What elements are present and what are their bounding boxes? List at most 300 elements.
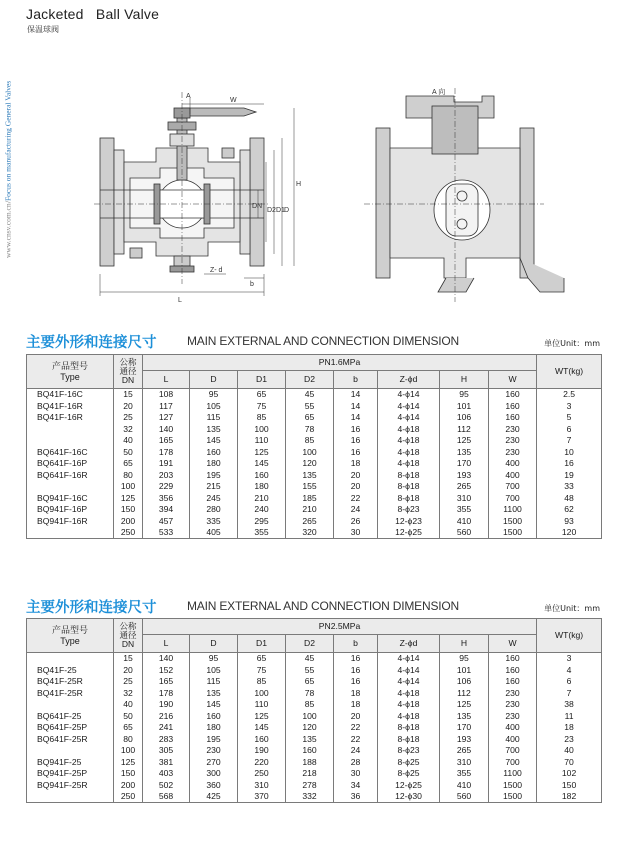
table-cell: 250 <box>114 791 143 803</box>
table-cell: 152 <box>143 664 190 676</box>
label-d1: D1 <box>276 207 285 214</box>
table-row <box>27 676 602 688</box>
type-cell: BQ41F-25 <box>27 664 114 676</box>
table-cell: 30 <box>334 768 378 780</box>
table-cell: 75 <box>238 664 286 676</box>
dn-header-cn2: 通径 <box>119 366 137 377</box>
table-cell: 1500 <box>489 516 537 528</box>
column-header: H <box>440 635 489 653</box>
table-cell: 180 <box>190 722 238 734</box>
table-row <box>27 780 602 792</box>
type-cell <box>27 423 114 435</box>
label-a-view: A 向 <box>432 89 446 96</box>
table-cell: 4-ϕ14 <box>378 664 440 676</box>
table-cell: 25 <box>114 412 143 424</box>
table-row <box>27 653 602 665</box>
table-cell: 270 <box>190 756 238 768</box>
table-row <box>27 687 602 699</box>
table-cell: 300 <box>190 768 238 780</box>
table-cell: 178 <box>143 687 190 699</box>
table-cell: 120 <box>286 458 334 470</box>
type-cell: BQ641F-16P <box>27 458 114 470</box>
unit-label: 单位Unit：mm <box>544 339 600 348</box>
label-a: A <box>186 93 191 100</box>
table-cell: 400 <box>489 733 537 745</box>
table-cell: 310 <box>440 492 489 504</box>
table-cell: 95 <box>190 653 238 665</box>
type-cell: BQ941F-16R <box>27 516 114 528</box>
table-cell: 36 <box>334 791 378 803</box>
table-cell: 4-ϕ14 <box>378 412 440 424</box>
type-cell: BQ641F-25P <box>27 722 114 734</box>
type-cell <box>27 791 114 803</box>
table-cell: 145 <box>190 699 238 711</box>
table-row <box>27 400 602 412</box>
type-cell: BQ941F-16C <box>27 492 114 504</box>
table-cell: 457 <box>143 516 190 528</box>
table-cell: 100 <box>238 687 286 699</box>
table-cell: 145 <box>238 458 286 470</box>
table-cell: 356 <box>143 492 190 504</box>
table-cell: 65 <box>238 389 286 401</box>
table-cell: 560 <box>440 527 489 539</box>
table-cell: 112 <box>440 423 489 435</box>
table-cell: 8-ϕ18 <box>378 733 440 745</box>
table-row <box>27 733 602 745</box>
table-cell: 19 <box>537 469 602 481</box>
table-cell: 295 <box>238 516 286 528</box>
table-cell: 305 <box>143 745 190 757</box>
section-title-cn: 主要外形和连接尺寸 <box>26 335 157 351</box>
table-cell: 250 <box>238 768 286 780</box>
table-cell: 180 <box>190 458 238 470</box>
table-cell: 8-ϕ25 <box>378 768 440 780</box>
type-header-cn: 产品型号 <box>51 360 88 371</box>
label-d2: D2 <box>267 207 276 214</box>
table-cell: 110 <box>238 435 286 447</box>
table-row <box>27 446 602 458</box>
table-cell: 320 <box>286 527 334 539</box>
table-cell: 20 <box>334 481 378 493</box>
side-text <box>0 8 16 258</box>
dimension-table-pn16 <box>26 354 602 539</box>
table-cell: 280 <box>190 504 238 516</box>
table-cell: 188 <box>286 756 334 768</box>
table-cell: 16 <box>334 676 378 688</box>
table-cell: 230 <box>489 423 537 435</box>
type-cell: BQ641F-16C <box>27 446 114 458</box>
table-row <box>27 722 602 734</box>
table-cell: 65 <box>114 722 143 734</box>
table-cell: 40 <box>114 435 143 447</box>
table-cell: 178 <box>143 446 190 458</box>
table-cell: 12-ϕ25 <box>378 780 440 792</box>
column-header: b <box>334 635 378 653</box>
table-cell: 405 <box>190 527 238 539</box>
section-view <box>94 92 294 296</box>
table-cell: 125 <box>238 446 286 458</box>
table-cell: 135 <box>440 446 489 458</box>
table-cell: 45 <box>286 389 334 401</box>
table-cell: 160 <box>489 664 537 676</box>
table-cell: 100 <box>238 423 286 435</box>
table-cell: 265 <box>440 481 489 493</box>
table-cell: 4-ϕ18 <box>378 446 440 458</box>
type-header-en: Type <box>60 635 80 646</box>
dn-header-en: DN <box>121 374 135 385</box>
type-cell: BQ41F-16R <box>27 400 114 412</box>
table-cell: 15 <box>114 653 143 665</box>
table-cell: 160 <box>238 469 286 481</box>
table-cell: 230 <box>489 710 537 722</box>
table-cell: 135 <box>286 733 334 745</box>
table-row <box>27 412 602 424</box>
column-header: Z-ϕd <box>378 371 440 389</box>
dimension-table-pn25 <box>26 618 602 803</box>
table-cell: 85 <box>286 699 334 711</box>
table-cell: 700 <box>489 756 537 768</box>
unit-label: 单位Unit：mm <box>544 604 600 613</box>
table-row <box>27 481 602 493</box>
table-cell: 335 <box>190 516 238 528</box>
table-cell: 78 <box>286 687 334 699</box>
table-cell: 75 <box>238 400 286 412</box>
table-cell: 150 <box>114 768 143 780</box>
table-cell: 108 <box>143 389 190 401</box>
section-header-pn25 <box>26 596 606 618</box>
table-cell: 23 <box>537 733 602 745</box>
column-header: D <box>190 635 238 653</box>
table-cell: 24 <box>334 504 378 516</box>
table-cell: 12-ϕ25 <box>378 527 440 539</box>
table-cell: 193 <box>440 469 489 481</box>
table-cell: 700 <box>489 481 537 493</box>
table-cell: 425 <box>190 791 238 803</box>
table-cell: 38 <box>537 699 602 711</box>
type-cell: BQ941F-25P <box>27 768 114 780</box>
table-cell: 400 <box>489 469 537 481</box>
table-cell: 2.5 <box>537 389 602 401</box>
table-cell: 14 <box>334 389 378 401</box>
table-cell: 16 <box>334 435 378 447</box>
table-cell: 355 <box>238 527 286 539</box>
table-cell: 101 <box>440 664 489 676</box>
table-cell: 145 <box>238 722 286 734</box>
table-cell: 15 <box>114 389 143 401</box>
table-cell: 14 <box>334 400 378 412</box>
table-cell: 11 <box>537 710 602 722</box>
table-cell: 200 <box>114 780 143 792</box>
table-cell: 135 <box>286 469 334 481</box>
side-view <box>364 88 564 302</box>
table-cell: 135 <box>190 687 238 699</box>
table-cell: 12-ϕ23 <box>378 516 440 528</box>
page-title: Jacketed Ball Valve <box>26 6 160 22</box>
type-cell: BQ41F-25R <box>27 676 114 688</box>
table-row <box>27 469 602 481</box>
table-cell: 278 <box>286 780 334 792</box>
table-cell: 218 <box>286 768 334 780</box>
table-cell: 215 <box>190 481 238 493</box>
table-cell: 32 <box>114 687 143 699</box>
table-cell: 16 <box>334 423 378 435</box>
table-cell: 700 <box>489 745 537 757</box>
dn-header-cn1: 公称 <box>119 621 137 632</box>
type-cell: BQ641F-25R <box>27 733 114 745</box>
column-header: D1 <box>238 371 286 389</box>
table-cell: 155 <box>286 481 334 493</box>
dn-header-cn1: 公称 <box>119 357 137 368</box>
table-cell: 78 <box>286 423 334 435</box>
label-h: H <box>296 181 302 188</box>
table-cell: 100 <box>286 446 334 458</box>
table-cell: 568 <box>143 791 190 803</box>
table-cell: 62 <box>537 504 602 516</box>
table-cell: 18 <box>334 687 378 699</box>
table-cell: 180 <box>238 481 286 493</box>
table-cell: 160 <box>489 653 537 665</box>
type-cell <box>27 435 114 447</box>
column-header: L <box>143 371 190 389</box>
table-cell: 85 <box>286 435 334 447</box>
table-cell: 125 <box>440 435 489 447</box>
table-cell: 332 <box>286 791 334 803</box>
table-cell: 1100 <box>489 768 537 780</box>
table-row <box>27 791 602 803</box>
table-cell: 4-ϕ14 <box>378 400 440 412</box>
table-cell: 394 <box>143 504 190 516</box>
column-header: D1 <box>238 635 286 653</box>
table-cell: 80 <box>114 469 143 481</box>
table-cell: 70 <box>537 756 602 768</box>
type-cell: BQ641F-16R <box>27 469 114 481</box>
table-cell: 265 <box>286 516 334 528</box>
table-cell: 100 <box>114 745 143 757</box>
table-cell: 7 <box>537 435 602 447</box>
table-cell: 40 <box>537 745 602 757</box>
section-title-en: MAIN EXTERNAL AND CONNECTION DIMENSION <box>187 599 459 613</box>
table-cell: 16 <box>537 458 602 470</box>
table-row <box>27 710 602 722</box>
table-cell: 25 <box>114 676 143 688</box>
table-cell: 30 <box>334 527 378 539</box>
table-cell: 22 <box>334 722 378 734</box>
dn-header-cn2: 通径 <box>119 630 137 641</box>
dn-header <box>114 619 143 653</box>
table-cell: 10 <box>537 446 602 458</box>
table-cell: 20 <box>334 710 378 722</box>
table-cell: 160 <box>489 412 537 424</box>
column-header: H <box>440 371 489 389</box>
table-cell: 190 <box>238 745 286 757</box>
table-cell: 12-ϕ30 <box>378 791 440 803</box>
table-cell: 230 <box>489 446 537 458</box>
table-cell: 220 <box>238 756 286 768</box>
table-cell: 93 <box>537 516 602 528</box>
column-header: b <box>334 371 378 389</box>
table-cell: 33 <box>537 481 602 493</box>
table-cell: 533 <box>143 527 190 539</box>
table-cell: 160 <box>190 446 238 458</box>
table-cell: 230 <box>489 687 537 699</box>
table-cell: 115 <box>190 676 238 688</box>
type-cell <box>27 699 114 711</box>
side-url: www.cnsv.com.cn <box>3 203 13 258</box>
table-cell: 105 <box>190 664 238 676</box>
table-cell: 165 <box>143 435 190 447</box>
table-cell: 16 <box>334 664 378 676</box>
table-cell: 95 <box>190 389 238 401</box>
table-row <box>27 768 602 780</box>
table-cell: 4-ϕ14 <box>378 389 440 401</box>
table-row <box>27 664 602 676</box>
table-cell: 502 <box>143 780 190 792</box>
table-cell: 106 <box>440 676 489 688</box>
table-cell: 55 <box>286 664 334 676</box>
table-cell: 8-ϕ23 <box>378 504 440 516</box>
column-header: Z-ϕd <box>378 635 440 653</box>
table-cell: 125 <box>440 699 489 711</box>
table-cell: 120 <box>286 722 334 734</box>
table-cell: 22 <box>334 733 378 745</box>
table-cell: 241 <box>143 722 190 734</box>
table-cell: 381 <box>143 756 190 768</box>
table-cell: 193 <box>440 733 489 745</box>
table-cell: 50 <box>114 710 143 722</box>
table-cell: 50 <box>114 446 143 458</box>
table-row <box>27 516 602 528</box>
table-row <box>27 745 602 757</box>
table-cell: 355 <box>440 504 489 516</box>
table-cell: 18 <box>334 699 378 711</box>
table-cell: 125 <box>114 756 143 768</box>
dn-header <box>114 355 143 389</box>
table-cell: 117 <box>143 400 190 412</box>
pressure-header: PN2.5MPa <box>143 619 537 635</box>
table-cell: 360 <box>190 780 238 792</box>
table-cell: 125 <box>114 492 143 504</box>
table-cell: 65 <box>286 676 334 688</box>
table-row <box>27 527 602 539</box>
table-cell: 105 <box>190 400 238 412</box>
table-cell: 40 <box>114 699 143 711</box>
page-subtitle: 保温球阀 <box>27 25 59 34</box>
table-cell: 4-ϕ18 <box>378 687 440 699</box>
table-cell: 203 <box>143 469 190 481</box>
table-cell: 195 <box>190 733 238 745</box>
table-cell: 6 <box>537 423 602 435</box>
label-dn: DN <box>252 203 263 210</box>
table-cell: 20 <box>334 469 378 481</box>
table-cell: 55 <box>286 400 334 412</box>
table-cell: 410 <box>440 780 489 792</box>
table-cell: 18 <box>537 722 602 734</box>
table-cell: 8-ϕ18 <box>378 481 440 493</box>
side-slogan: Focus on manufacturing General Valves <box>3 81 13 202</box>
table-cell: 170 <box>440 458 489 470</box>
table-cell: 1100 <box>489 504 537 516</box>
table-cell: 403 <box>143 768 190 780</box>
table-cell: 4-ϕ14 <box>378 653 440 665</box>
type-header-en: Type <box>60 371 80 382</box>
table-cell: 95 <box>440 389 489 401</box>
table-cell: 95 <box>440 653 489 665</box>
table-cell: 410 <box>440 516 489 528</box>
type-cell: BQ41F-25R <box>27 687 114 699</box>
table-cell: 120 <box>537 527 602 539</box>
table-cell: 160 <box>489 400 537 412</box>
table-cell: 230 <box>190 745 238 757</box>
table-cell: 400 <box>489 458 537 470</box>
table-cell: 229 <box>143 481 190 493</box>
table-cell: 135 <box>440 710 489 722</box>
table-cell: 115 <box>190 412 238 424</box>
table-cell: 32 <box>114 423 143 435</box>
table-cell: 65 <box>114 458 143 470</box>
table-cell: 210 <box>238 492 286 504</box>
table-cell: 80 <box>114 733 143 745</box>
type-header <box>27 355 114 389</box>
table-row <box>27 504 602 516</box>
table-row <box>27 423 602 435</box>
table-cell: 150 <box>114 504 143 516</box>
table-cell: 230 <box>489 435 537 447</box>
table-cell: 283 <box>143 733 190 745</box>
table-row <box>27 492 602 504</box>
type-cell: BQ641F-25 <box>27 710 114 722</box>
table-cell: 245 <box>190 492 238 504</box>
table-cell: 65 <box>286 412 334 424</box>
table-cell: 8-ϕ18 <box>378 469 440 481</box>
table-cell: 140 <box>143 653 190 665</box>
table-cell: 250 <box>114 527 143 539</box>
type-cell <box>27 527 114 539</box>
column-header: D2 <box>286 371 334 389</box>
table-cell: 106 <box>440 412 489 424</box>
table-cell: 4-ϕ14 <box>378 676 440 688</box>
type-header <box>27 619 114 653</box>
table-row <box>27 699 602 711</box>
table-cell: 4-ϕ18 <box>378 458 440 470</box>
table-cell: 230 <box>489 699 537 711</box>
dn-header-en: DN <box>121 638 135 649</box>
table-cell: 1500 <box>489 791 537 803</box>
table-cell: 135 <box>190 423 238 435</box>
table-row <box>27 458 602 470</box>
label-b: b <box>250 281 254 288</box>
column-header: W <box>489 635 537 653</box>
table-cell: 65 <box>238 653 286 665</box>
section-header-pn16 <box>26 331 606 353</box>
table-cell: 3 <box>537 400 602 412</box>
column-header: D <box>190 371 238 389</box>
table-cell: 24 <box>334 745 378 757</box>
table-cell: 310 <box>440 756 489 768</box>
table-cell: 191 <box>143 458 190 470</box>
table-cell: 190 <box>143 699 190 711</box>
table-cell: 170 <box>440 722 489 734</box>
table-cell: 125 <box>238 710 286 722</box>
table-cell: 16 <box>334 446 378 458</box>
table-cell: 1500 <box>489 527 537 539</box>
table-cell: 6 <box>537 676 602 688</box>
type-cell: BQ41F-16R <box>27 412 114 424</box>
table-cell: 160 <box>238 733 286 745</box>
type-cell <box>27 653 114 665</box>
type-cell: BQ41F-16C <box>27 389 114 401</box>
table-cell: 4-ϕ18 <box>378 435 440 447</box>
table-cell: 8-ϕ18 <box>378 722 440 734</box>
